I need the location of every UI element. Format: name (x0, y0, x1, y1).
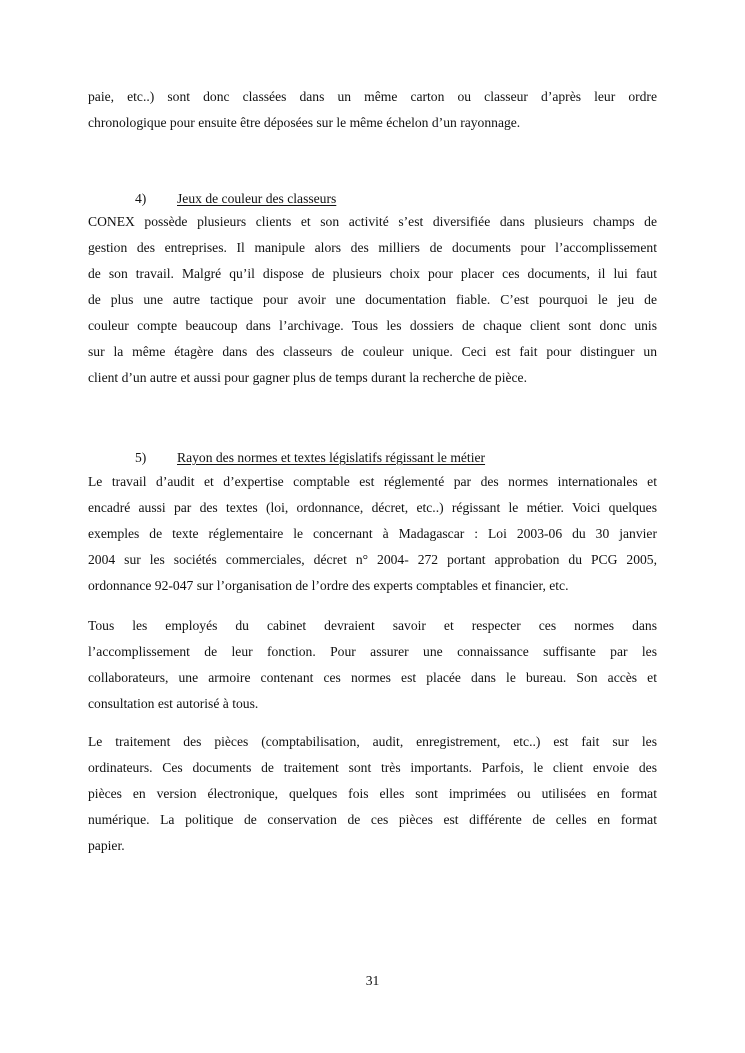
intro-paragraph (88, 84, 657, 136)
section-5-paragraph-1 (88, 469, 657, 599)
section-5-title: Rayon des normes et textes législatifs régissant le métier (177, 450, 486, 465)
text-line: de son travail. Malgré qu’il dispose de plusieurs choix pour placer ces documents, il lui faut (88, 266, 657, 281)
text-line: sur la même étagère dans des classeurs de couleur unique. Ceci est fait pour distinguer un (88, 344, 657, 359)
text-line: ordonnance 92-047 sur l’organisation de l’ordre des experts comptables et financier, etc. (88, 578, 569, 593)
section-5-paragraph-2 (88, 613, 657, 717)
section-5-paragraph-3 (88, 729, 657, 859)
text-line: papier. (88, 838, 125, 853)
text-line: l’accomplissement de leur fonction. Pour assurer une connaissance suffisante par les (88, 644, 657, 659)
text-line: exemples de texte réglementaire le concernant à Madagascar : Loi 2003-06 du 30 janvier (88, 526, 657, 541)
text-line: de plus une autre tactique pour avoir une documentation fiable. C’est pourquoi le jeu de (88, 292, 657, 307)
text-line: ordinateurs. Ces documents de traitement sont très importants. Parfois, le client envoie des (88, 760, 657, 775)
text-line: pièces en version électronique, quelques fois elles sont imprimées ou utilisées en format (88, 786, 657, 801)
text-line: numérique. La politique de conservation de ces pièces est différente de celles en format (88, 812, 657, 827)
text-line: chronologique pour ensuite être déposées sur le même échelon d’un rayonnage. (88, 115, 521, 130)
text-line: collaborateurs, une armoire contenant ces normes est placée dans le bureau. Son accès et (88, 670, 657, 685)
text-line: Le traitement des pièces (comptabilisation, audit, enregistrement, etc..) est fait sur les (88, 734, 657, 749)
section-4-paragraph (88, 209, 657, 391)
text-line: paie, etc..) sont donc classées dans un même carton ou classeur d’après leur ordre (88, 89, 657, 104)
section-5-number: 5) (135, 450, 147, 465)
text-line: 2004 sur les sociétés commerciales, décret n° 2004- 272 portant approbation du PCG 2005, (88, 552, 657, 567)
section-4-title: Jeux de couleur des classeurs (177, 191, 337, 206)
text-line: couleur compte beaucoup dans l’archivage. Tous les dossiers de chaque client sont donc unis (88, 318, 657, 333)
text-line: Le travail d’audit et d’expertise comptable est réglementé par des normes internationales et (88, 474, 657, 489)
page-number: 31 (365, 973, 380, 988)
text-line: gestion des entreprises. Il manipule alors des milliers de documents pour l’accomplissement (88, 240, 657, 255)
text-line: CONEX possède plusieurs clients et son activité s’est diversifiée dans plusieurs champs de (88, 214, 657, 229)
text-line: consultation est autorisé à tous. (88, 696, 259, 711)
section-4-number: 4) (135, 191, 147, 206)
text-line: client d’un autre et aussi pour gagner plus de temps durant la recherche de pièce. (88, 370, 527, 385)
text-line: encadré aussi par des textes (loi, ordonnance, décret, etc..) régissant le métier. Voici quelques (88, 500, 657, 515)
text-line: Tous les employés du cabinet devraient savoir et respecter ces normes dans (88, 618, 657, 633)
